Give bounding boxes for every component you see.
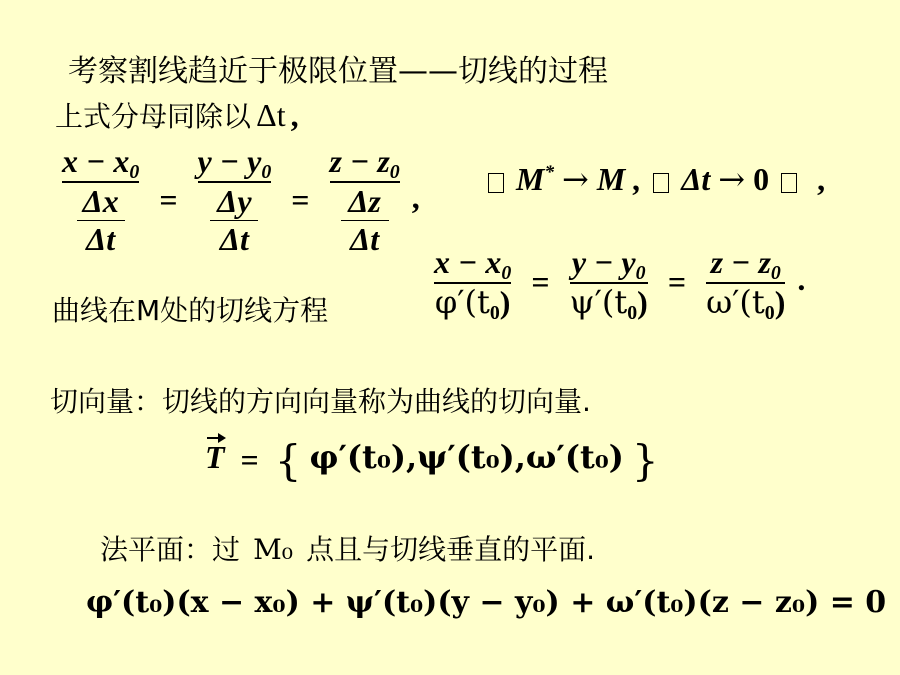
- tangent-vector-close-brace: }: [631, 436, 659, 485]
- z-minus-z0-num: z − z0: [329, 143, 400, 184]
- tangent-equals-2: =: [667, 264, 687, 301]
- tangent-vector-open-brace: {: [274, 436, 302, 485]
- limit-arrow-2: →: [718, 160, 746, 198]
- fraction-x: [62, 145, 139, 257]
- limit-zero: 0: [753, 161, 770, 197]
- delta-y-over-delta-t: [210, 182, 258, 258]
- missing-glyph-box-1: [488, 173, 504, 193]
- tangent-vector-equals: =: [240, 442, 259, 478]
- limit-arrow-1: →: [562, 160, 589, 198]
- tangent-psi-den: ψ′(t0): [569, 282, 648, 324]
- y-minus-y0-num: y − y0: [197, 143, 272, 184]
- equals-1: =: [159, 182, 178, 219]
- tangent-vector-components: φ′(t₀),ψ′(t₀),ω′(t₀): [309, 437, 624, 476]
- tangent-fraction-z: [706, 244, 786, 324]
- tangent-line-label: 曲线在M处的切线方程: [52, 294, 329, 327]
- delta-t-den-y: Δt: [219, 221, 249, 258]
- limit-M-star: M*: [516, 161, 555, 197]
- tangent-vector-T: T: [205, 438, 225, 475]
- heading-text: 考察割线趋近于极限位置——切线的过程: [68, 54, 608, 89]
- limit-condition: [484, 160, 825, 198]
- fraction-y: [198, 145, 272, 257]
- delta-y-num: Δy: [217, 182, 252, 219]
- missing-glyph-box-2: [653, 173, 669, 193]
- tangent-equation-period: .: [797, 260, 806, 297]
- tangent-y-num: y − y0: [571, 244, 646, 285]
- normal-plane-suffix: 点且与切线垂直的平面.: [306, 533, 596, 566]
- normal-plane-row: [100, 528, 595, 568]
- normal-plane-prefix: 法平面：过: [100, 533, 241, 566]
- tangent-z-num: z − z0: [710, 244, 781, 285]
- delta-z-over-delta-t: [341, 182, 389, 258]
- delta-z-num: Δz: [348, 182, 381, 219]
- delta-t-comma: ,: [290, 97, 299, 133]
- tangent-omega-den: ω′(t0): [706, 282, 786, 324]
- delta-x-num: Δx: [82, 182, 119, 219]
- delta-t-text: Δt: [256, 97, 286, 133]
- limit-delta-t: Δt: [681, 161, 711, 197]
- missing-glyph-box-3: [781, 173, 797, 193]
- tangent-phi-den: φ′(t0): [434, 282, 511, 324]
- tangent-fraction-x: [434, 244, 512, 324]
- normal-plane-equation: [86, 585, 886, 620]
- normal-plane-M0: M₀: [253, 533, 294, 566]
- tangent-equals-1: =: [531, 264, 550, 301]
- difference-quotient-equation: [58, 145, 420, 257]
- equation-comma: ,: [411, 179, 420, 216]
- tangent-vector-label: 切向量：切线的方向向量称为曲线的切向量.: [50, 385, 591, 418]
- delta-t-den-z: Δt: [350, 221, 380, 258]
- equals-2: =: [291, 182, 310, 219]
- tangent-vector-equation: [205, 436, 659, 485]
- tangent-fraction-y: [569, 244, 648, 324]
- tangent-x-num: x − x0: [434, 244, 512, 285]
- limit-M: M ,: [596, 161, 642, 197]
- x-minus-x0-num: x − x0: [62, 143, 140, 184]
- tangent-line-equation: [430, 244, 806, 324]
- delta-t-den-x: Δt: [86, 221, 116, 258]
- divide-prefix-text: 上式分母同除以: [55, 100, 252, 133]
- normal-plane-equation-text: φ′(t₀)(x − x₀) + ψ′(t₀)(y − y₀) + ω′(t₀)(z − z₀) = 0: [86, 585, 887, 620]
- fraction-z: [330, 145, 400, 257]
- limit-trailing-comma: ,: [817, 161, 826, 197]
- delta-x-over-delta-t: [77, 182, 125, 258]
